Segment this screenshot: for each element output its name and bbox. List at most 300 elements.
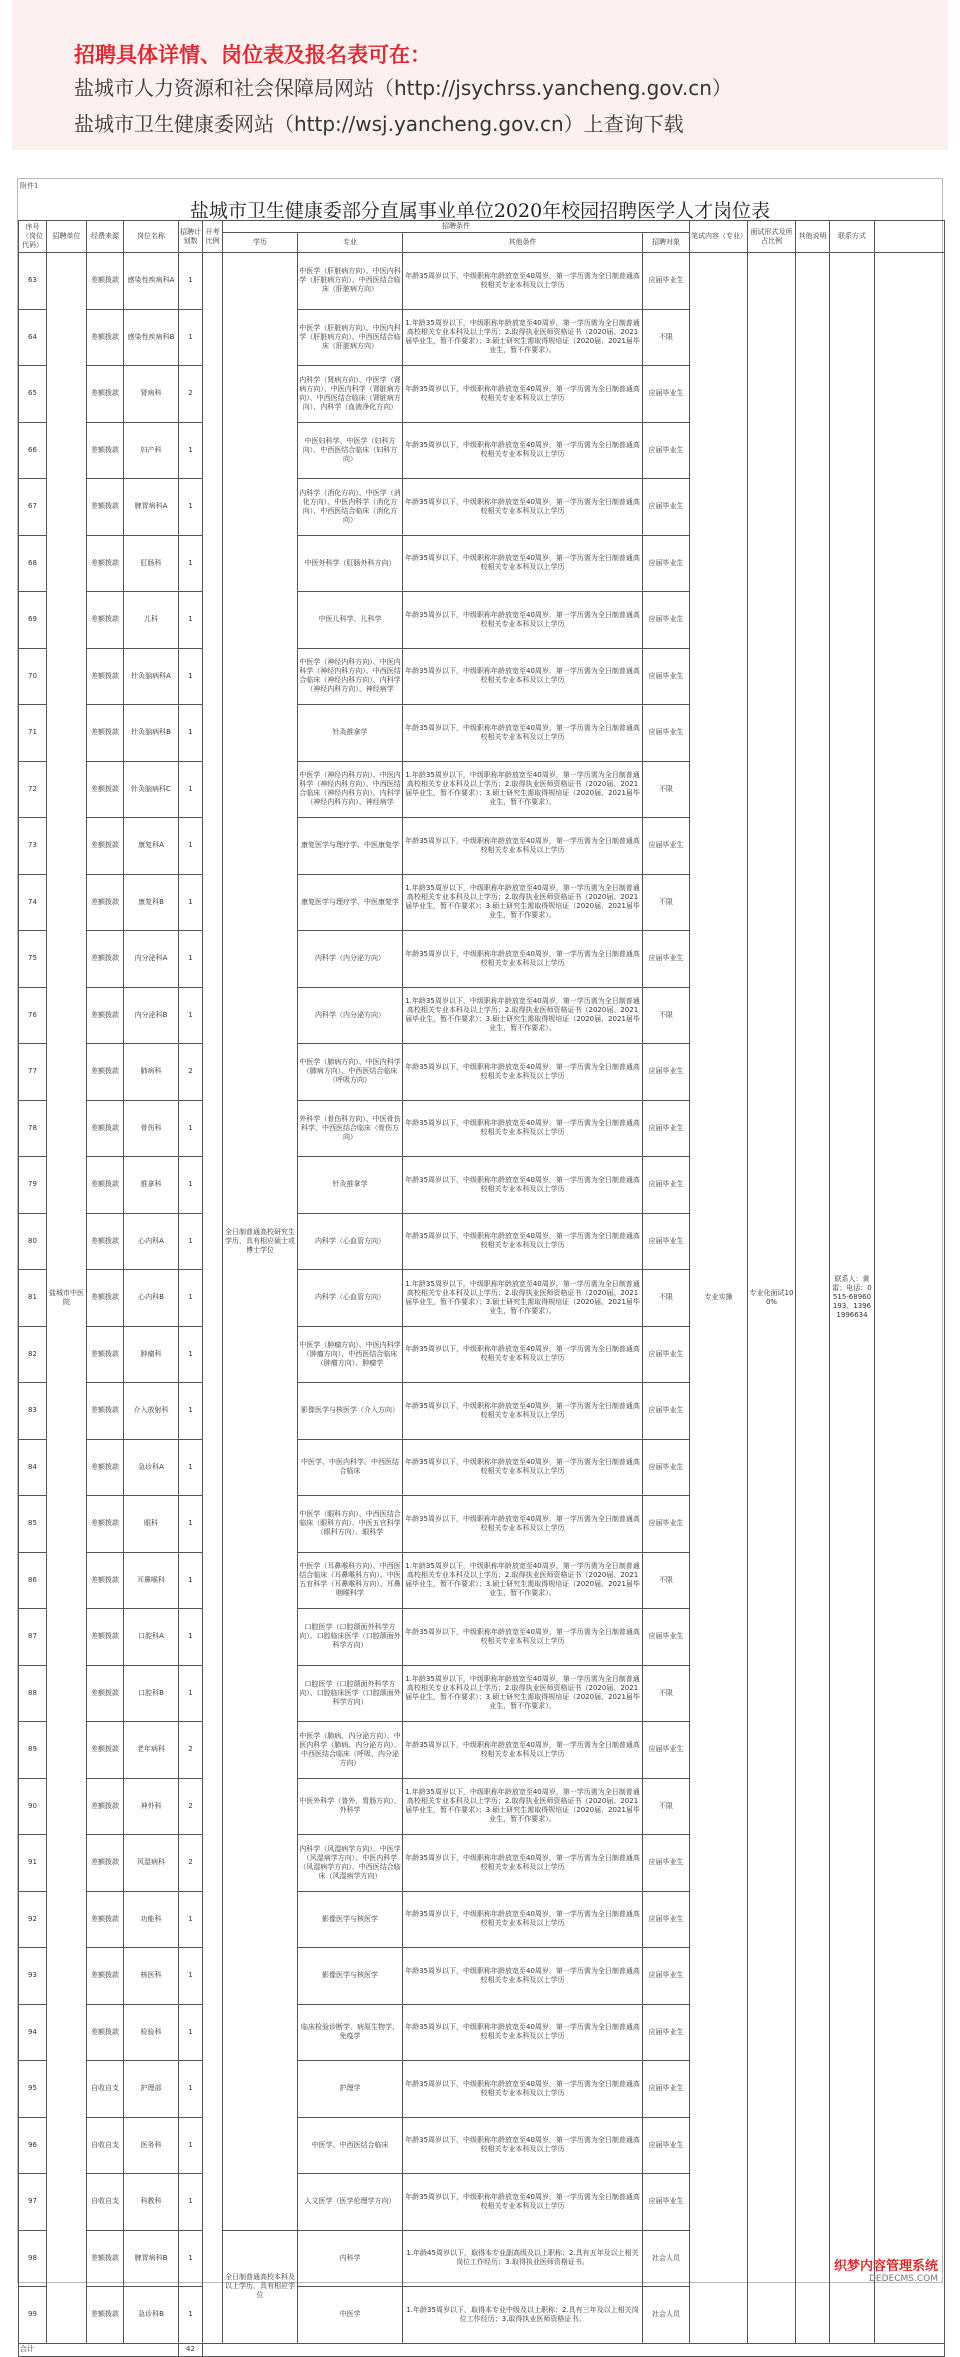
cell-major: 中医学（肝脏病方向）、中医内科学（肝脏病方向）、中西医结合临床（肝脏病方向） bbox=[298, 309, 403, 366]
cell-method: 专业化面试100% bbox=[748, 253, 796, 2344]
cell-seq: 76 bbox=[19, 987, 47, 1044]
cell-count: 1 bbox=[179, 987, 203, 1044]
cell-other: 年龄35周岁以下，中级职称年龄放宽至40周岁，第一学历需为全日制普通高校相关专业本科及以上学历 bbox=[403, 592, 643, 649]
cell-post: 急诊科B bbox=[124, 2287, 179, 2344]
cell-seq: 80 bbox=[19, 1213, 47, 1270]
cell-other: 1.年龄35周岁以下，中级职称年龄放宽至40周岁，第一学历需为全日制普通高校相关专业本科及以上学历；2.取得执业医师资格证书（2020届、2021届毕业生，暂不作要求）；3.硕士研究生需取得规培证（2020届、2021届毕业生，暂不作要求）。 bbox=[403, 309, 643, 366]
cell-post: 内分泌科B bbox=[124, 987, 179, 1044]
cell-post: 肺病科 bbox=[124, 1044, 179, 1101]
cell-target: 应届毕业生 bbox=[643, 818, 690, 875]
header-method: 面试形式及所占比例 bbox=[748, 221, 796, 253]
header-fund: 经费来源 bbox=[87, 221, 124, 253]
cell-other: 年龄35周岁以下，中级职称年龄放宽至40周岁，第一学历需为全日制普通高校相关专业本科及以上学历 bbox=[403, 2174, 643, 2231]
cell-target: 应届毕业生 bbox=[643, 592, 690, 649]
cell-other: 年龄35周岁以下，中级职称年龄放宽至40周岁，第一学历需为全日制普通高校相关专业本科及以上学历 bbox=[403, 2004, 643, 2061]
cell-seq: 85 bbox=[19, 1496, 47, 1553]
cell-target: 应届毕业生 bbox=[643, 479, 690, 536]
cell-other: 年龄35周岁以下，中级职称年龄放宽至40周岁，第一学历需为全日制普通高校相关专业本科及以上学历 bbox=[403, 535, 643, 592]
cell-fund: 差额拨款 bbox=[87, 1948, 124, 2005]
cell-fund: 差额拨款 bbox=[87, 592, 124, 649]
cell-count: 1 bbox=[179, 1157, 203, 1214]
cell-other: 年龄35周岁以下，中级职称年龄放宽至40周岁，第一学历需为全日制普通高校相关专业本科及以上学历 bbox=[403, 931, 643, 988]
cell-count: 1 bbox=[179, 1496, 203, 1553]
cell-target: 应届毕业生 bbox=[643, 2004, 690, 2061]
cell-major: 内科学（肾病方向）、中医学（肾病方向）、中医内科学（肾脏病方向）、中西医结合临床（肾脏病方向）、内科学（血液净化方向） bbox=[298, 366, 403, 423]
cell-post: 心内科A bbox=[124, 1213, 179, 1270]
cell-post: 科教科 bbox=[124, 2174, 179, 2231]
cell-other: 年龄35周岁以下，中级职称年龄放宽至40周岁，第一学历需为全日制普通高校相关专业本科及以上学历 bbox=[403, 2117, 643, 2174]
cell-other: 年龄35周岁以下，中级职称年龄放宽至40周岁，第一学历需为全日制普通高校相关专业本科及以上学历 bbox=[403, 366, 643, 423]
cell-fund: 差额拨款 bbox=[87, 1157, 124, 1214]
cell-seq: 93 bbox=[19, 1948, 47, 2005]
cell-seq: 90 bbox=[19, 1778, 47, 1835]
cell-count: 1 bbox=[179, 1383, 203, 1440]
cell-post: 推拿科 bbox=[124, 1157, 179, 1214]
cell-major: 影像医学与核医学（介入方向） bbox=[298, 1383, 403, 1440]
header-target: 招聘对象 bbox=[643, 233, 690, 253]
cell-fund: 差额拨款 bbox=[87, 2287, 124, 2344]
cell-fund: 差额拨款 bbox=[87, 479, 124, 536]
table-body bbox=[19, 253, 945, 2357]
cell-major: 内科学（心血管方向） bbox=[298, 1270, 403, 1327]
cell-post: 针灸脑病科A bbox=[124, 648, 179, 705]
cell-seq: 68 bbox=[19, 535, 47, 592]
cell-seq: 89 bbox=[19, 1722, 47, 1779]
cell-other: 年龄35周岁以下，中级职称年龄放宽至40周岁，第一学历需为全日制普通高校相关专业本科及以上学历 bbox=[403, 1044, 643, 1101]
cell-seq: 84 bbox=[19, 1439, 47, 1496]
cell-other: 年龄35周岁以下，中级职称年龄放宽至40周岁，第一学历需为全日制普通高校相关专业本科及以上学历 bbox=[403, 1383, 643, 1440]
cell-target: 应届毕业生 bbox=[643, 1835, 690, 1892]
cell-other: 年龄35周岁以下，中级职称年龄放宽至40周岁，第一学历需为全日制普通高校相关专业本科及以上学历 bbox=[403, 479, 643, 536]
cell-target: 应届毕业生 bbox=[643, 705, 690, 762]
cell-post: 内分泌科A bbox=[124, 931, 179, 988]
cell-fund: 差额拨款 bbox=[87, 874, 124, 931]
cell-target: 不限 bbox=[643, 761, 690, 818]
cell-target: 应届毕业生 bbox=[643, 1100, 690, 1157]
cell-fund: 自收自支 bbox=[87, 2174, 124, 2231]
cell-count: 1 bbox=[179, 705, 203, 762]
cell-target: 应届毕业生 bbox=[643, 1044, 690, 1101]
cell-post: 眼科 bbox=[124, 1496, 179, 1553]
cell-target: 应届毕业生 bbox=[643, 1383, 690, 1440]
cell-major: 中医外科学（普外、胃肠方向）、外科学 bbox=[298, 1778, 403, 1835]
cell-count: 1 bbox=[179, 1891, 203, 1948]
cell-count: 2 bbox=[179, 1044, 203, 1101]
cell-count: 1 bbox=[179, 2230, 203, 2287]
cell-seq: 91 bbox=[19, 1835, 47, 1892]
cell-fund: 差额拨款 bbox=[87, 1891, 124, 1948]
cell-target: 应届毕业生 bbox=[643, 422, 690, 479]
cell-count: 2 bbox=[179, 1722, 203, 1779]
cell-target: 应届毕业生 bbox=[643, 1722, 690, 1779]
cell-major: 临床检验诊断学、病原生物学、免疫学 bbox=[298, 2004, 403, 2061]
cell-target: 应届毕业生 bbox=[643, 648, 690, 705]
cell-fund: 差额拨款 bbox=[87, 987, 124, 1044]
cell-fund: 差额拨款 bbox=[87, 1439, 124, 1496]
cell-target: 应届毕业生 bbox=[643, 535, 690, 592]
header-unit: 招聘单位 bbox=[47, 221, 87, 253]
cell-target: 应届毕业生 bbox=[643, 931, 690, 988]
cell-major: 中医学（肿瘤方向）、中医内科学（肿瘤方向）、中西医结合临床（肿瘤方向）、肿瘤学 bbox=[298, 1326, 403, 1383]
cell-fund: 差额拨款 bbox=[87, 1383, 124, 1440]
cell-count: 1 bbox=[179, 761, 203, 818]
cell-other: 年龄35周岁以下，中级职称年龄放宽至40周岁，第一学历需为全日制普通高校相关专业本科及以上学历 bbox=[403, 818, 643, 875]
header-blank bbox=[875, 221, 945, 253]
cell-post: 口腔科B bbox=[124, 1665, 179, 1722]
cell-major: 中医学（神经内科方向）、中医内科学（神经内科方向）、中西医结合临床（神经内科方向）、内科学（神经内科方向）、神经病学 bbox=[298, 761, 403, 818]
cell-other: 1.年龄35周岁以下，中级职称年龄放宽至40周岁，第一学历需为全日制普通高校相关专业本科及以上学历；2.取得执业医师资格证书（2020届、2021届毕业生，暂不作要求）；3.硕士研究生需取得规培证（2020届、2021届毕业生，暂不作要求）。 bbox=[403, 1665, 643, 1722]
header-conditions: 招聘条件 bbox=[223, 221, 690, 233]
cell-fund: 差额拨款 bbox=[87, 1213, 124, 1270]
cell-major: 内科学（内分泌方向） bbox=[298, 987, 403, 1044]
cell-other: 年龄35周岁以下，中级职称年龄放宽至40周岁，第一学历需为全日制普通高校相关专业本科及以上学历 bbox=[403, 1722, 643, 1779]
cell-major: 中医儿科学、儿科学 bbox=[298, 592, 403, 649]
cell-target: 应届毕业生 bbox=[643, 253, 690, 310]
cell-seq: 92 bbox=[19, 1891, 47, 1948]
banner-wsj-link[interactable]: 盐城市卫生健康委网站（http://wsj.yancheng.gov.cn）上查询下载 bbox=[74, 112, 684, 136]
job-table bbox=[18, 220, 945, 2357]
cell-count: 1 bbox=[179, 1609, 203, 1666]
cell-seq: 72 bbox=[19, 761, 47, 818]
cell-seq: 99 bbox=[19, 2287, 47, 2344]
cell-education: 全日制普通高校本科及以上学历，具有相应学位 bbox=[223, 2230, 298, 2343]
cell-major: 内科学（消化方向）、中医学（消化方向）、中医内科学（消化方向）、中西医结合临床（消化方向） bbox=[298, 479, 403, 536]
cell-target: 应届毕业生 bbox=[643, 366, 690, 423]
header-education: 学历 bbox=[223, 233, 298, 253]
cell-major: 针灸推拿学 bbox=[298, 1157, 403, 1214]
cell-seq: 82 bbox=[19, 1326, 47, 1383]
cell-contact: 联系人：黄雷；电话：0515-68960193、13961996634 bbox=[830, 253, 875, 2344]
cell-seq: 94 bbox=[19, 2004, 47, 2061]
cell-count: 1 bbox=[179, 1439, 203, 1496]
header-other: 其他条件 bbox=[403, 233, 643, 253]
cell-major: 中医学（神经内科方向）、中医内科学（神经内科方向）、中西医结合临床（神经内科方向）、内科学（神经内科方向）、神经病学 bbox=[298, 648, 403, 705]
cell-other: 年龄35周岁以下，中级职称年龄放宽至40周岁，第一学历需为全日制普通高校相关专业本科及以上学历 bbox=[403, 253, 643, 310]
cell-count: 1 bbox=[179, 818, 203, 875]
cell-count: 1 bbox=[179, 1948, 203, 2005]
cell-fund: 差额拨款 bbox=[87, 2230, 124, 2287]
cell-other: 年龄35周岁以下，中级职称年龄放宽至40周岁，第一学历需为全日制普通高校相关专业本科及以上学历 bbox=[403, 1496, 643, 1553]
cell-fund: 差额拨款 bbox=[87, 1496, 124, 1553]
cell-seq: 79 bbox=[19, 1157, 47, 1214]
cell-major: 影像医学与核医学 bbox=[298, 1891, 403, 1948]
cell-count: 1 bbox=[179, 309, 203, 366]
total-label: 合计 bbox=[19, 2343, 179, 2356]
cell-target: 不限 bbox=[643, 1665, 690, 1722]
cell-target: 应届毕业生 bbox=[643, 2117, 690, 2174]
cell-other: 年龄35周岁以下，中级职称年龄放宽至40周岁，第一学历需为全日制普通高校相关专业本科及以上学历 bbox=[403, 2061, 643, 2118]
cell-seq: 64 bbox=[19, 309, 47, 366]
cell-target: 不限 bbox=[643, 1270, 690, 1327]
cell-target: 应届毕业生 bbox=[643, 1948, 690, 2005]
cell-count: 1 bbox=[179, 535, 203, 592]
header-exam: 笔试内容（专业） bbox=[690, 221, 748, 253]
watermark bbox=[834, 2260, 938, 2286]
cell-count: 1 bbox=[179, 2174, 203, 2231]
table-row bbox=[19, 253, 945, 310]
header-seq: 序号（岗位代码） bbox=[19, 221, 47, 253]
cell-count: 1 bbox=[179, 1552, 203, 1609]
cell-seq: 69 bbox=[19, 592, 47, 649]
cell-fund: 差额拨款 bbox=[87, 1270, 124, 1327]
cell-target: 不限 bbox=[643, 874, 690, 931]
cell-post: 脾胃病科B bbox=[124, 2230, 179, 2287]
cell-count: 1 bbox=[179, 1326, 203, 1383]
cell-target: 社会人员 bbox=[643, 2230, 690, 2287]
cell-ratio bbox=[203, 253, 223, 2344]
cell-count: 1 bbox=[179, 2287, 203, 2344]
cell-other: 年龄35周岁以下，中级职称年龄放宽至40周岁，第一学历需为全日制普通高校相关专业本科及以上学历 bbox=[403, 648, 643, 705]
cell-seq: 71 bbox=[19, 705, 47, 762]
cell-seq: 95 bbox=[19, 2061, 47, 2118]
cell-seq: 81 bbox=[19, 1270, 47, 1327]
cell-major: 康复医学与理疗学、中医康复学 bbox=[298, 818, 403, 875]
cell-fund: 差额拨款 bbox=[87, 648, 124, 705]
cell-fund: 差额拨款 bbox=[87, 1100, 124, 1157]
cell-count: 2 bbox=[179, 366, 203, 423]
cell-target: 应届毕业生 bbox=[643, 1439, 690, 1496]
cell-seq: 78 bbox=[19, 1100, 47, 1157]
cell-fund: 差额拨款 bbox=[87, 1665, 124, 1722]
watermark-domain: DEDECMS.COM bbox=[869, 2274, 938, 2284]
cell-post: 妇产科 bbox=[124, 422, 179, 479]
header-ratio: 开考比例 bbox=[203, 221, 223, 253]
cell-fund: 差额拨款 bbox=[87, 818, 124, 875]
cell-seq: 96 bbox=[19, 2117, 47, 2174]
cell-seq: 63 bbox=[19, 253, 47, 310]
cell-post: 骨伤科 bbox=[124, 1100, 179, 1157]
cell-post: 功能科 bbox=[124, 1891, 179, 1948]
cell-major: 内科学（内分泌方向） bbox=[298, 931, 403, 988]
cell-fund: 差额拨款 bbox=[87, 705, 124, 762]
cell-education: 全日制普通高校研究生学历，具有相应硕士或博士学位 bbox=[223, 253, 298, 2231]
cell-post: 护理部 bbox=[124, 2061, 179, 2118]
cell-major: 中医学（肝脏病方向）、中医内科学（肝脏病方向）、中西医结合临床（肝脏病方向） bbox=[298, 253, 403, 310]
header-note: 其他说明 bbox=[796, 221, 830, 253]
cell-fund: 差额拨款 bbox=[87, 1722, 124, 1779]
cell-count: 2 bbox=[179, 1835, 203, 1892]
cell-major: 外科学（骨伤科方向）、中医骨伤科学、中西医结合临床（骨伤方向） bbox=[298, 1100, 403, 1157]
cell-count: 1 bbox=[179, 2117, 203, 2174]
cell-seq: 66 bbox=[19, 422, 47, 479]
cell-post: 检验科 bbox=[124, 2004, 179, 2061]
cell-major: 中医学、中西医结合临床 bbox=[298, 2117, 403, 2174]
cell-seq: 65 bbox=[19, 366, 47, 423]
cell-fund: 差额拨款 bbox=[87, 761, 124, 818]
total-rest bbox=[203, 2343, 945, 2356]
cell-post: 口腔科A bbox=[124, 1609, 179, 1666]
cell-other: 1.年龄35周岁以下，中级职称年龄放宽至40周岁，第一学历需为全日制普通高校相关专业本科及以上学历；2.取得执业医师资格证书（2020届、2021届毕业生，暂不作要求）；3.硕士研究生需取得规培证（2020届、2021届毕业生，暂不作要求）。 bbox=[403, 1778, 643, 1835]
cell-count: 2 bbox=[179, 1778, 203, 1835]
cell-unit: 盐城市中医院 bbox=[47, 253, 87, 2344]
cell-other: 1.年龄35周岁以下，中级职称年龄放宽至40周岁，第一学历需为全日制普通高校相关专业本科及以上学历；2.取得执业医师资格证书（2020届、2021届毕业生，暂不作要求）；3.硕士研究生需取得规培证（2020届、2021届毕业生，暂不作要求）。 bbox=[403, 761, 643, 818]
cell-other: 年龄35周岁以下，中级职称年龄放宽至40周岁，第一学历需为全日制普通高校相关专业本科及以上学历 bbox=[403, 1948, 643, 2005]
cell-major: 口腔医学（口腔颌面外科学方向）、口腔临床医学（口腔颌面外科学方向） bbox=[298, 1665, 403, 1722]
cell-major: 影像医学与核医学 bbox=[298, 1948, 403, 2005]
cell-fund: 自收自支 bbox=[87, 2061, 124, 2118]
cell-blank bbox=[875, 253, 945, 2344]
cell-count: 1 bbox=[179, 931, 203, 988]
cell-post: 儿科 bbox=[124, 592, 179, 649]
cell-major: 中医学（肺病方向）、中医内科学（肺病方向）、中西医结合临床（呼吸方向） bbox=[298, 1044, 403, 1101]
watermark-title: 织梦内容管理系统 bbox=[833, 2259, 938, 2274]
cell-major: 内科学（风湿病学方向）、中医学（风湿病学方向）、中医内科学（风湿病学方向）、中西医结合临床（风湿病学方向） bbox=[298, 1835, 403, 1892]
cell-post: 介入放射科 bbox=[124, 1383, 179, 1440]
cell-target: 社会人员 bbox=[643, 2287, 690, 2344]
cell-count: 1 bbox=[179, 2061, 203, 2118]
cell-count: 1 bbox=[179, 648, 203, 705]
cell-seq: 97 bbox=[19, 2174, 47, 2231]
cell-post: 感染性疾病科B bbox=[124, 309, 179, 366]
cell-seq: 74 bbox=[19, 874, 47, 931]
cell-other: 1.年龄45周岁以下，取得本专业副高级及以上职称；2.具有五年及以上相关岗位工作经历；3.取得执业医师资格证书。 bbox=[403, 2230, 643, 2287]
cell-other: 年龄35周岁以下，中级职称年龄放宽至40周岁，第一学历需为全日制普通高校相关专业本科及以上学历 bbox=[403, 1439, 643, 1496]
cell-major: 中医学（耳鼻喉科方向）、中西医结合临床（耳鼻喉科方向）、中医五官科学（耳鼻喉科方向）、耳鼻咽喉科学 bbox=[298, 1552, 403, 1609]
cell-post: 神外科 bbox=[124, 1778, 179, 1835]
cell-fund: 自收自支 bbox=[87, 2117, 124, 2174]
cell-major: 中医学（眼科方向）、中西医结合临床（眼科方向）、中医五官科学（眼科方向）、眼科学 bbox=[298, 1496, 403, 1553]
cell-post: 老年病科 bbox=[124, 1722, 179, 1779]
cell-target: 不限 bbox=[643, 987, 690, 1044]
cell-major: 针灸推拿学 bbox=[298, 705, 403, 762]
header-post: 岗位名称 bbox=[124, 221, 179, 253]
cell-count: 1 bbox=[179, 2004, 203, 2061]
cell-other: 1.年龄35周岁以下，取得本专业中级及以上职称；2.具有三年及以上相关岗位工作经历；3.取得执业医师资格证书。 bbox=[403, 2287, 643, 2344]
cell-target: 不限 bbox=[643, 309, 690, 366]
cell-other: 1.年龄35周岁以下，中级职称年龄放宽至40周岁，第一学历需为全日制普通高校相关专业本科及以上学历；2.取得执业医师资格证书（2020届、2021届毕业生，暂不作要求）；3.硕士研究生需取得规培证（2020届、2021届毕业生，暂不作要求）。 bbox=[403, 1552, 643, 1609]
cell-target: 应届毕业生 bbox=[643, 1496, 690, 1553]
cell-target: 不限 bbox=[643, 1778, 690, 1835]
cell-major: 中医妇科学、中医学（妇科方向）、中西医结合临床（妇科方向） bbox=[298, 422, 403, 479]
banner-heading: 招聘具体详情、岗位表及报名表可在： bbox=[74, 43, 431, 67]
cell-major: 护理学 bbox=[298, 2061, 403, 2118]
cell-fund: 差额拨款 bbox=[87, 535, 124, 592]
header-major: 专业 bbox=[298, 233, 403, 253]
cell-count: 1 bbox=[179, 1665, 203, 1722]
cell-seq: 77 bbox=[19, 1044, 47, 1101]
cell-post: 肛肠科 bbox=[124, 535, 179, 592]
cell-seq: 73 bbox=[19, 818, 47, 875]
attachment-label: 附件1 bbox=[20, 182, 39, 190]
total-row bbox=[19, 2343, 945, 2356]
document-title: 盐城市卫生健康委部分直属事业单位2020年校园招聘医学人才岗位表 bbox=[189, 200, 771, 222]
cell-fund: 差额拨款 bbox=[87, 253, 124, 310]
cell-seq: 70 bbox=[19, 648, 47, 705]
header-contact: 联系方式 bbox=[830, 221, 875, 253]
cell-other: 年龄35周岁以下，中级职称年龄放宽至40周岁，第一学历需为全日制普通高校相关专业本科及以上学历 bbox=[403, 422, 643, 479]
cell-other: 1.年龄35周岁以下，中级职称年龄放宽至40周岁，第一学历需为全日制普通高校相关专业本科及以上学历；2.取得执业医师资格证书（2020届、2021届毕业生，暂不作要求）；3.硕士研究生需取得规培证（2020届、2021届毕业生，暂不作要求）。 bbox=[403, 1270, 643, 1327]
cell-count: 1 bbox=[179, 1213, 203, 1270]
cell-fund: 差额拨款 bbox=[87, 366, 124, 423]
cell-fund: 差额拨款 bbox=[87, 1552, 124, 1609]
cell-seq: 88 bbox=[19, 1665, 47, 1722]
header-count: 招聘计划数 bbox=[179, 221, 203, 253]
cell-major: 中医学、中医内科学、中西医结合临床 bbox=[298, 1439, 403, 1496]
cell-count: 1 bbox=[179, 874, 203, 931]
cell-target: 不限 bbox=[643, 1552, 690, 1609]
cell-other: 年龄35周岁以下，中级职称年龄放宽至40周岁，第一学历需为全日制普通高校相关专业本科及以上学历 bbox=[403, 1835, 643, 1892]
cell-other: 年龄35周岁以下，中级职称年龄放宽至40周岁，第一学历需为全日制普通高校相关专业本科及以上学历 bbox=[403, 1891, 643, 1948]
cell-fund: 差额拨款 bbox=[87, 422, 124, 479]
cell-fund: 差额拨款 bbox=[87, 1044, 124, 1101]
cell-post: 急诊科A bbox=[124, 1439, 179, 1496]
cell-fund: 差额拨款 bbox=[87, 309, 124, 366]
cell-target: 应届毕业生 bbox=[643, 1326, 690, 1383]
cell-post: 医务科 bbox=[124, 2117, 179, 2174]
cell-count: 1 bbox=[179, 592, 203, 649]
cell-target: 应届毕业生 bbox=[643, 1157, 690, 1214]
cell-major: 人文医学（医学伦理学方向） bbox=[298, 2174, 403, 2231]
cell-target: 应届毕业生 bbox=[643, 1609, 690, 1666]
cell-major: 内科学 bbox=[298, 2230, 403, 2287]
cell-other: 1.年龄35周岁以下，中级职称年龄放宽至40周岁，第一学历需为全日制普通高校相关专业本科及以上学历；2.取得执业医师资格证书（2020届、2021届毕业生，暂不作要求）；3.硕士研究生需取得规培证（2020届、2021届毕业生，暂不作要求）。 bbox=[403, 874, 643, 931]
cell-fund: 差额拨款 bbox=[87, 1609, 124, 1666]
cell-exam: 专业实操 bbox=[690, 253, 748, 2344]
cell-post: 康复科B bbox=[124, 874, 179, 931]
cell-other: 1.年龄35周岁以下，中级职称年龄放宽至40周岁，第一学历需为全日制普通高校相关专业本科及以上学历；2.取得执业医师资格证书（2020届、2021届毕业生，暂不作要求）；3.硕士研究生需取得规培证（2020届、2021届毕业生，暂不作要求）。 bbox=[403, 987, 643, 1044]
cell-fund: 差额拨款 bbox=[87, 1835, 124, 1892]
cell-count: 1 bbox=[179, 1100, 203, 1157]
cell-seq: 86 bbox=[19, 1552, 47, 1609]
cell-other: 年龄35周岁以下，中级职称年龄放宽至40周岁，第一学历需为全日制普通高校相关专业本科及以上学历 bbox=[403, 1213, 643, 1270]
total-count: 42 bbox=[179, 2343, 203, 2356]
cell-note bbox=[796, 253, 830, 2344]
cell-count: 1 bbox=[179, 479, 203, 536]
cell-other: 年龄35周岁以下，中级职称年龄放宽至40周岁，第一学历需为全日制普通高校相关专业本科及以上学历 bbox=[403, 1100, 643, 1157]
cell-other: 年龄35周岁以下，中级职称年龄放宽至40周岁，第一学历需为全日制普通高校相关专业本科及以上学历 bbox=[403, 1157, 643, 1214]
cell-post: 心内科B bbox=[124, 1270, 179, 1327]
cell-fund: 差额拨款 bbox=[87, 2004, 124, 2061]
cell-post: 针灸脑病科C bbox=[124, 761, 179, 818]
cell-post: 风湿病科 bbox=[124, 1835, 179, 1892]
cell-post: 肾病科 bbox=[124, 366, 179, 423]
cell-count: 1 bbox=[179, 422, 203, 479]
cell-fund: 差额拨款 bbox=[87, 1778, 124, 1835]
banner-hrss-link[interactable]: 盐城市人力资源和社会保障局网站（http://jsychrss.yancheng.gov.cn） bbox=[74, 76, 732, 100]
cell-target: 应届毕业生 bbox=[643, 1891, 690, 1948]
cell-post: 感染性疾病科A bbox=[124, 253, 179, 310]
cell-fund: 差额拨款 bbox=[87, 1326, 124, 1383]
cell-major: 中医学（肺病、内分泌方向）、中医内科学（肺病、内分泌方向）、中西医结合临床（呼吸、内分泌方向） bbox=[298, 1722, 403, 1779]
cell-post: 肿瘤科 bbox=[124, 1326, 179, 1383]
job-table-document bbox=[17, 178, 943, 2353]
cell-other: 年龄35周岁以下，中级职称年龄放宽至40周岁，第一学历需为全日制普通高校相关专业本科及以上学历 bbox=[403, 1326, 643, 1383]
cell-count: 1 bbox=[179, 1270, 203, 1327]
cell-major: 中医外科学（肛肠外科方向） bbox=[298, 535, 403, 592]
cell-post: 康复科A bbox=[124, 818, 179, 875]
cell-seq: 98 bbox=[19, 2230, 47, 2287]
info-banner bbox=[12, 0, 948, 150]
cell-post: 针灸脑病科B bbox=[124, 705, 179, 762]
cell-target: 应届毕业生 bbox=[643, 2061, 690, 2118]
cell-seq: 75 bbox=[19, 931, 47, 988]
cell-post: 核医科 bbox=[124, 1948, 179, 2005]
cell-seq: 83 bbox=[19, 1383, 47, 1440]
cell-other: 年龄35周岁以下，中级职称年龄放宽至40周岁，第一学历需为全日制普通高校相关专业本科及以上学历 bbox=[403, 1609, 643, 1666]
cell-major: 康复医学与理疗学、中医康复学 bbox=[298, 874, 403, 931]
cell-major: 中医学 bbox=[298, 2287, 403, 2344]
cell-seq: 87 bbox=[19, 1609, 47, 1666]
cell-major: 口腔医学（口腔颌面外科学方向）、口腔临床医学（口腔颌面外科学方向） bbox=[298, 1609, 403, 1666]
cell-target: 应届毕业生 bbox=[643, 2174, 690, 2231]
cell-post: 脾胃病科A bbox=[124, 479, 179, 536]
cell-seq: 67 bbox=[19, 479, 47, 536]
cell-fund: 差额拨款 bbox=[87, 931, 124, 988]
cell-target: 应届毕业生 bbox=[643, 1213, 690, 1270]
cell-count: 1 bbox=[179, 253, 203, 310]
cell-other: 年龄35周岁以下，中级职称年龄放宽至40周岁，第一学历需为全日制普通高校相关专业本科及以上学历 bbox=[403, 705, 643, 762]
cell-post: 耳鼻喉科 bbox=[124, 1552, 179, 1609]
